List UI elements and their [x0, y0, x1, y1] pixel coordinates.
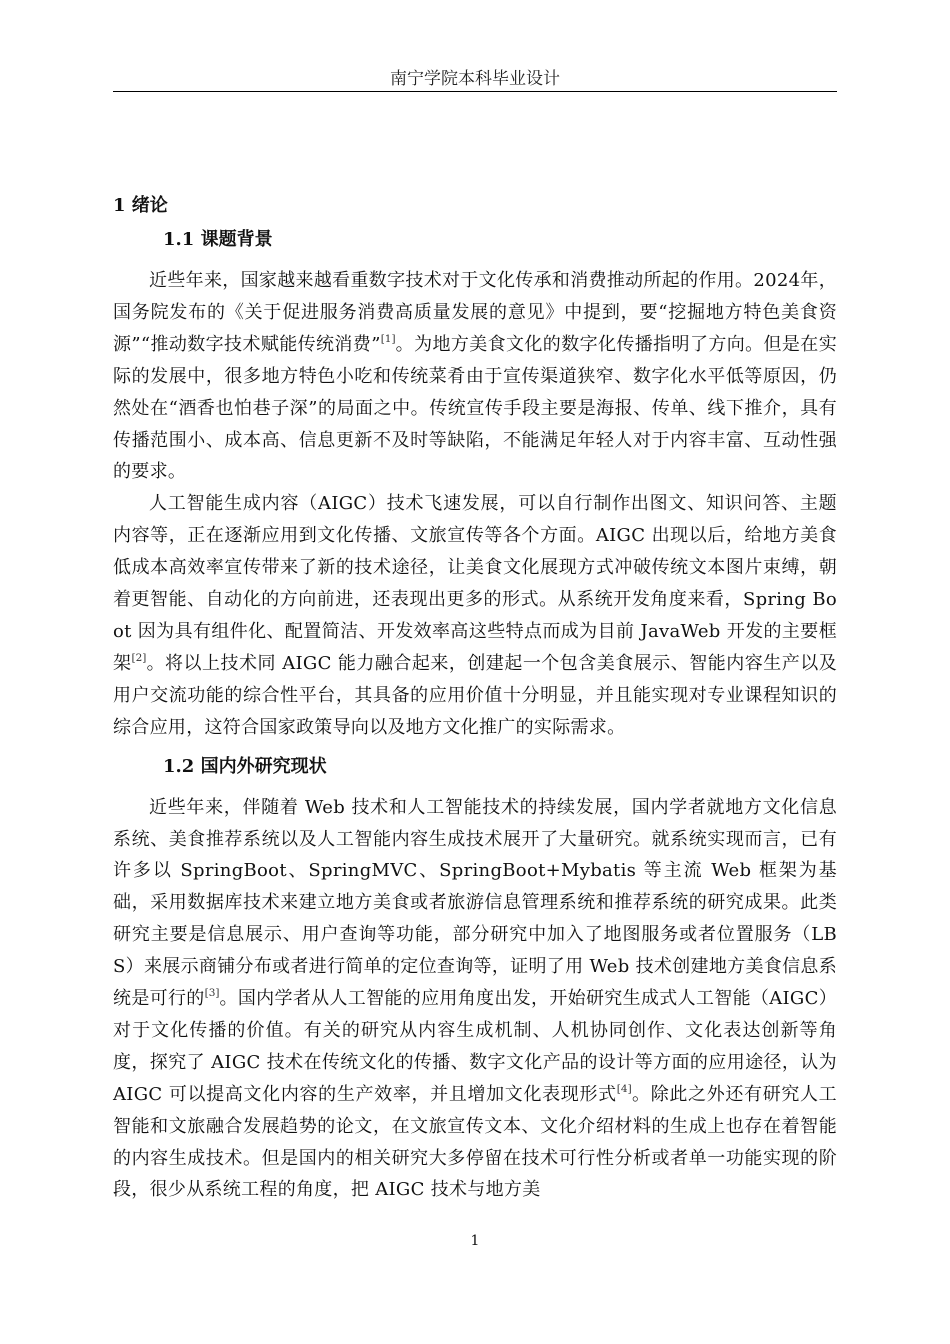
page-number: 1: [470, 1233, 480, 1249]
citation-ref-2: [2]: [131, 651, 147, 664]
citation-ref-1: [1]: [380, 332, 396, 345]
header-rule: [113, 91, 837, 92]
section-heading-1-1: 1.1 课题背景: [163, 229, 273, 250]
section-heading-1-2: 1.2 国内外研究现状: [163, 755, 327, 777]
citation-ref-3: [3]: [204, 987, 220, 1000]
paragraph-background-1: [113, 265, 837, 488]
paragraph-research-status-1: [113, 792, 837, 1207]
body-text: [113, 190, 837, 1206]
running-header: 南宁学院本科毕业设计: [390, 69, 560, 89]
paragraph-text: 。将以上技术同 AIGC 能力融合起来，创建起一个包含美食展示、智能内容生产以及用户交流功能的综合性平台，其具备的应用价值十分明显，并且能实现对专业课程知识的综合应用，这符合国家政策导向以及地方文化推广的实际需求。: [113, 652, 837, 738]
chapter-heading: 1 绪论: [113, 195, 168, 216]
citation-ref-4: [4]: [616, 1082, 632, 1095]
paragraph-text: 。国内学者从人工智能的应用角度出发，开始研究生成式人工智能（AIGC）对于文化传播的价值。有关的研究从内容生成机制、人机协同创作、文化表达创新等角度，探究了 AIGC 技术在传统文化的传播、数字文化产品的设计等方面的应用途径，认为 AIGC 可以提高文化内容的生产效率，并且增加文化表现形式: [113, 988, 838, 1105]
paragraph-text: 。为地方美食文化的数字化传播指明了方向。但是在实际的发展中，很多地方特色小吃和传统菜肴由于宣传渠道狭窄、数字化水平低等原因，仍然处在“酒香也怕巷子深”的局面之中。传统宣传手段主要是海报、传单、线下推介，具有传播范围小、成本高、信息更新不及时等缺陷，不能满足年轻人对于内容丰富、互动性强的要求。: [113, 333, 837, 483]
paragraph-text: 。除此之外还有研究人工智能和文旅融合发展趋势的论文，在文旅宣传文本、文化介绍材料的生成上也存在着智能的内容生成技术。但是国内的相关研究大多停留在技术可行性分析或者单一功能实现的阶段，很少从系统工程的角度，把 AIGC 技术与地方美: [113, 1083, 837, 1201]
paragraph-background-2: [113, 488, 837, 743]
paragraph-text: 人工智能生成内容（AIGC）技术飞速发展，可以自行制作出图文、知识问答、主题内容等，正在逐渐应用到文化传播、文旅宣传等各个方面。AIGC 出现以后，给地方美食低成本高效率宣传带来了新的技术途径，让美食文化展现方式冲破传统文本图片束缚，朝着更智能、自动化的方向前进，还表现出更多的形式。从系统开发角度来看，Spring Boot 因为具有组件化、配置简洁、开发效率高这些特点而成为目前 JavaWeb 开发的主要框架: [113, 493, 837, 674]
paragraph-text: 近些年来，国家越来越看重数字技术对于文化传承和消费推动所起的作用。2024年，国务院发布的《关于促进服务消费高质量发展的意见》中提到，要“挖掘地方特色美食资源”“推动数字技术赋能传统消费”: [113, 270, 837, 355]
paragraph-text: 近些年来，伴随着 Web 技术和人工智能技术的持续发展，国内学者就地方文化信息系统、美食推荐系统以及人工智能内容生成技术展开了大量研究。就系统实现而言，已有许多以 SpringBoot、SpringMVC、SpringBoot+Mybatis 等主流 Web 框架为基础，采用数据库技术来建立地方美食或者旅游信息管理系统和推荐系统的研究成果。此类研究主要是信息展示、用户查询等功能，部分研究中加入了地图服务或者位置服务（LBS）来展示商铺分布或者进行简单的定位查询等，证明了用 Web 技术创建地方美食信息系统是可行的: [113, 796, 837, 1010]
